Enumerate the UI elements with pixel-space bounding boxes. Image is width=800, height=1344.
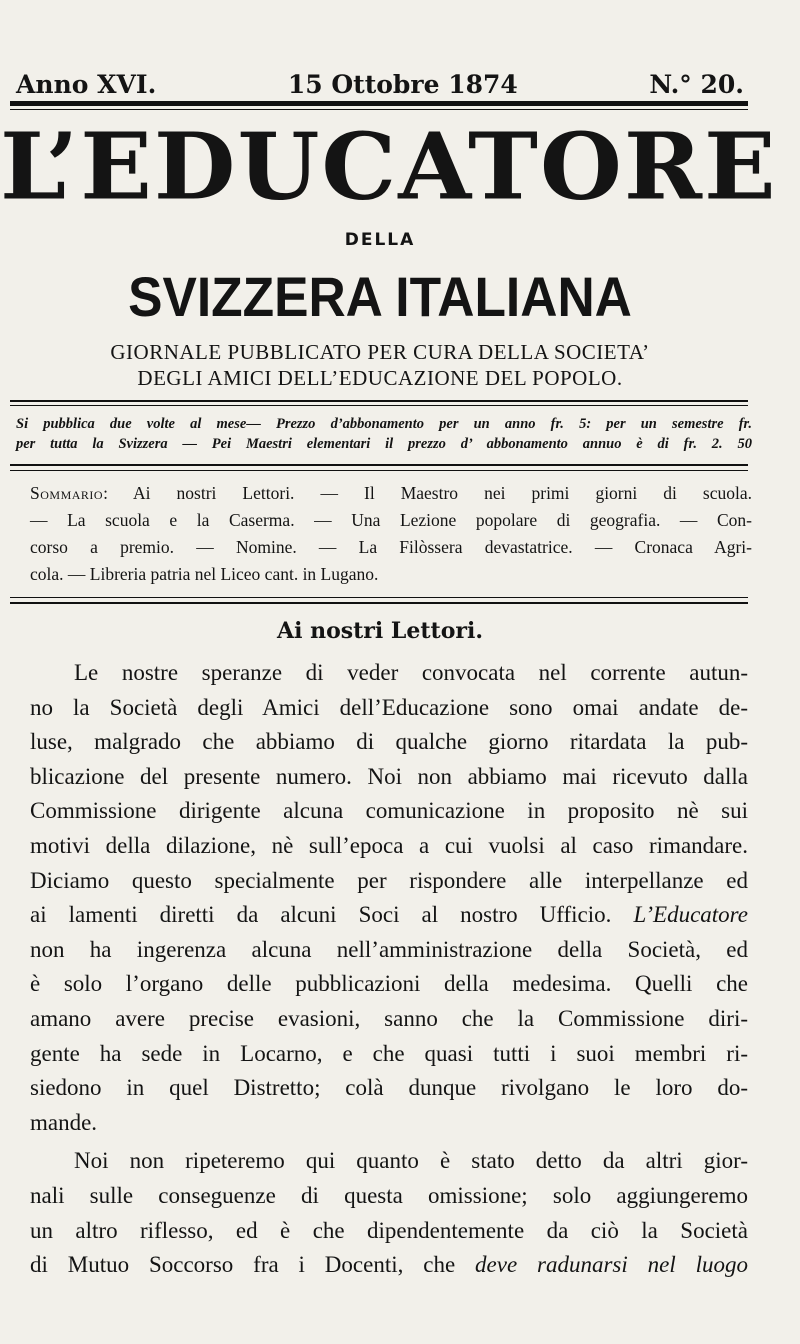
p1-line-12: gente ha sede in Locarno, e che quasi tutti i suoi membri ri- — [30, 1040, 748, 1066]
title-connector: DELLA — [344, 230, 416, 250]
summary-rule-top-2 — [10, 470, 748, 471]
educatore-italic: L’Educatore — [633, 902, 748, 928]
newspaper-subtitle: SVIZZERA ITALIANA — [128, 265, 632, 328]
article-rule-top-2 — [10, 602, 748, 604]
article-heading: Ai nostri Lettori. — [277, 618, 483, 644]
newspaper-title: L’EDUCATORE — [0, 113, 778, 221]
tagline-line-2: DEGLI AMICI DELL’EDUCAZIONE DEL POPOLO. — [137, 366, 623, 390]
p1-line-3: luse, malgrado che abbiamo di qualche giorno ritardata la pub- — [30, 729, 748, 755]
p1-line-8: ai lamenti diretti da alcuni Soci al nostro Ufficio. L’Educatore — [30, 902, 748, 928]
summary-line-1: Sommario: Ai nostri Lettori. — Il Maestro nei primi giorni di scuola. — [30, 483, 752, 503]
pubnote-rule-top-2 — [10, 405, 748, 406]
p1-line-13: siedono in quel Distretto; colà dunque rivolgano le loro do- — [30, 1075, 748, 1101]
p1-line-5: Commissione dirigente alcuna comunicazione in proposito nè sui — [30, 798, 748, 824]
p1-line-2: no la Società degli Amici dell’Educazione sono omai andate de- — [30, 694, 748, 720]
masthead-rule-thin — [10, 109, 748, 110]
article-body — [30, 656, 748, 1283]
masthead-rule-thick — [10, 101, 748, 106]
issue-date: 15 Ottobre 1874 — [287, 70, 518, 99]
publication-note-line-2: per tutta la Svizzera — Pei Maestri elementari il prezzo d’ abbonamento annuo è di fr. 2. 50 — [16, 436, 752, 452]
summary-line-4: cola. — Libreria patria nel Liceo cant. in Lugano. — [30, 564, 379, 584]
p2-line-4: di Mutuo Soccorso fra i Docenti, che deve radunarsi nel luogo — [30, 1252, 748, 1278]
summary-line-2: — La scuola e la Caserma. — Una Lezione popolare di geografia. — Con- — [30, 510, 752, 530]
p1-line-11: amano avere precise evasioni, sanno che la Commissione diri- — [30, 1005, 748, 1031]
summary-rule-top-1 — [10, 464, 748, 466]
pubnote-rule-top-1 — [10, 400, 748, 402]
p1-line-6: motivi della dilazione, nè sull’epoca a cui vuolsi al caso rimandare. — [30, 832, 748, 858]
summary-line-3: corso a premio. — Nomine. — La Filòssera devastatrice. — Cronaca Agri- — [30, 537, 752, 557]
p1-line-9: non ha ingerenza alcuna nell’amministrazione della Società, ed — [30, 936, 748, 962]
publication-note — [16, 414, 752, 454]
p1-line-7: Diciamo questo specialmente per rispondere alle interpellanze ed — [30, 867, 748, 893]
p2-line-1: Noi non ripeteremo qui quanto è stato detto da altri gior- — [74, 1148, 748, 1174]
p1-line-1: Le nostre speranze di veder convocata nel corrente autun- — [74, 660, 748, 685]
p1-line-14: mande. — [30, 1109, 98, 1135]
p2-italic-end: deve radunarsi nel luogo — [475, 1252, 748, 1278]
issue-number: N.° 20. — [649, 70, 744, 99]
summary-block — [30, 480, 752, 588]
volume-label: Anno XVI. — [16, 70, 157, 99]
p1-line-10: è solo l’organo delle pubblicazioni della medesima. Quelli che — [30, 971, 748, 997]
article-rule-top-1 — [10, 597, 748, 598]
masthead-topline — [16, 70, 744, 99]
publication-note-line-1: Si pubblica due volte al mese— Prezzo d’abbonamento per un anno fr. 5: per un semestre fr. — [16, 416, 752, 432]
tagline-line-1: GIORNALE PUBBLICATO PER CURA DELLA SOCIETA’ — [110, 340, 650, 364]
p1-line-4: blicazione del presente numero. Noi non abbiamo mai ricevuto dalla — [30, 763, 748, 789]
summary-label: Sommario — [30, 483, 104, 503]
p2-line-3: un altro riflesso, ed è che dipendentemente da ciò la Società — [30, 1217, 748, 1243]
p2-line-2: nali sulle conseguenze di questa omissione; solo aggiungeremo — [30, 1182, 748, 1208]
